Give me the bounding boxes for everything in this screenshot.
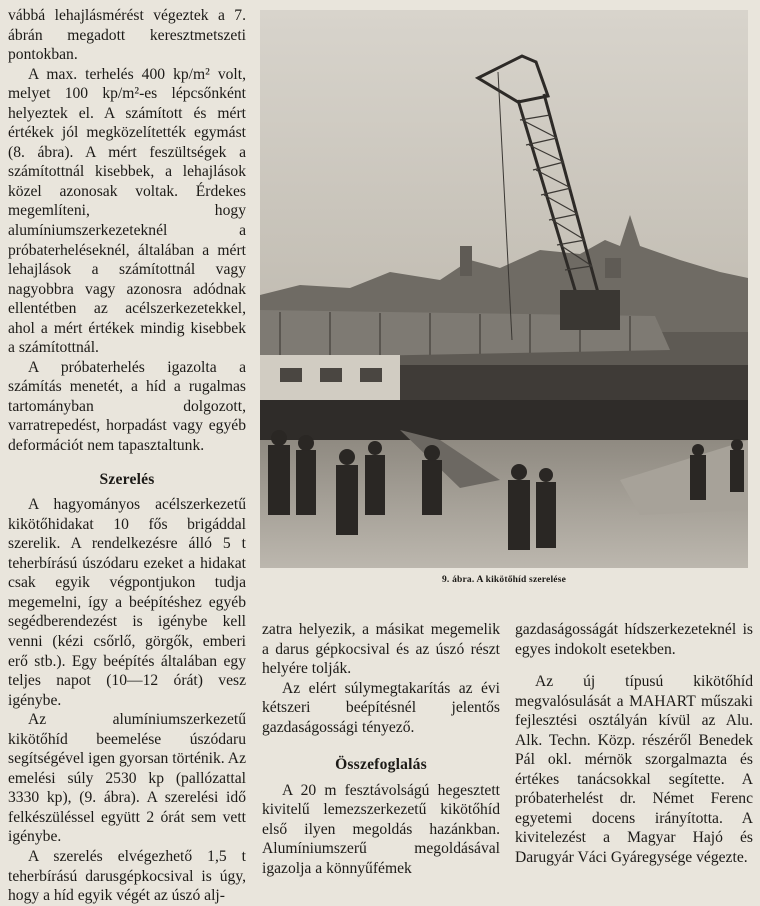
paragraph: A hagyományos acélszerkezetű kikötőhidakat 10 fős brigáddal szerelik. A rendelkezésre álló 5 t teherbírású úszódaru ezeket a hidakat csak egyik végpontjukon tudja megemelni, így a beépítéshez egyéb segédberendezést is igénybe kell venni (kézi csőrlő, görgők, emberi erő stb.). Egy beépítés általában egy teljes napot (10—12 órát) vesz igénybe. [8,496,246,709]
paragraph: A próbaterhelés igazolta a számítás menetét, a híd a rugalmas tartományban dolgozott, varratrepedést, horpadást vagy egyéb deformációt nem tapasztaltunk. [8,358,246,455]
text-column-1 [8,6,246,906]
crane-photo-illustration [260,10,748,568]
section-heading: Szerelés [99,470,155,488]
text-column-2 [262,620,500,879]
paragraph: vábbá lehajlásmérést végeztek a 7. ábrán megadott keresztmetszeti pontokban. [8,7,246,64]
paragraph: A 20 m fesztávolságú hegesztett kivitelű lemezszerkezetű kikötőhíd első ilyen megoldás hazánkban. Alumíniumszerű megoldásával igazolja a könnyűfémek [262,781,500,878]
text-column-3 [515,620,753,868]
paragraph: Az új típusú kikötőhíd megvalósulását a MAHART műszaki fejlesztési osztályán kívül az Alu. Alk. Techn. Közp. részéről Benedek Pál okl. mérnök szorgalmazta és értékes tanácsokkal segítette. A próbaterhelést dr. Német Ferenc egyetemi docens irányította. A kivitelezést a Magyar Hajó és Darugyár Váci Gyáregysége végezte. [515,673,753,867]
paragraph: zatra helyezik, a másikat megemelik a darus gépkocsival és az úszó részt helyére tolják. [262,621,500,678]
figure-photo [260,10,748,568]
paragraph: A max. terhelés 400 kp/m² volt, melyet 100 kp/m²-es lépcsőnként helyeztek el. A számított és mért értékek jól megközelítették egymást (8. ábra). A mért feszültségek a számítottnál kisebbek, a lehajlások közel azonosak voltak. Érdekes megemlíteni, hogy alumíniumszerkezeteknél a próbaterheléseknél, általában a mért lehajlások a számítottnál vagy nagyobbra vagy azonosra adódnak ellentétben az acélszerkezetekkel, ahol a mért értékek mindig kisebbek a számítottnál. [8,65,246,357]
paragraph: Az alumíniumszerkezetű kikötőhíd beemelése úszódaru segítségével igen gyorsan történik. Az emelési súly 2530 kp (pallózattal 3330 kp), (9. ábra). A szerelési idő felkészüléssel együtt 2 órát sem vett igénybe. [8,711,246,846]
paragraph: Az elért súlymegtakarítás az évi kétszeri beépítésnél jelentős gazdaságossági tényező. [262,679,500,736]
section-heading: Összefoglalás [335,756,427,774]
figure-caption: 9. ábra. A kikötőhíd szerelése [441,575,567,585]
paragraph: A szerelés elvégezhető 1,5 t teherbírású darusgépkocsival is úgy, hogy a híd egyik végét az úszó alj- [8,847,246,905]
paragraph: gazdaságosságát hídszerkezeteknél is egyes indokolt esetekben. [515,621,753,658]
